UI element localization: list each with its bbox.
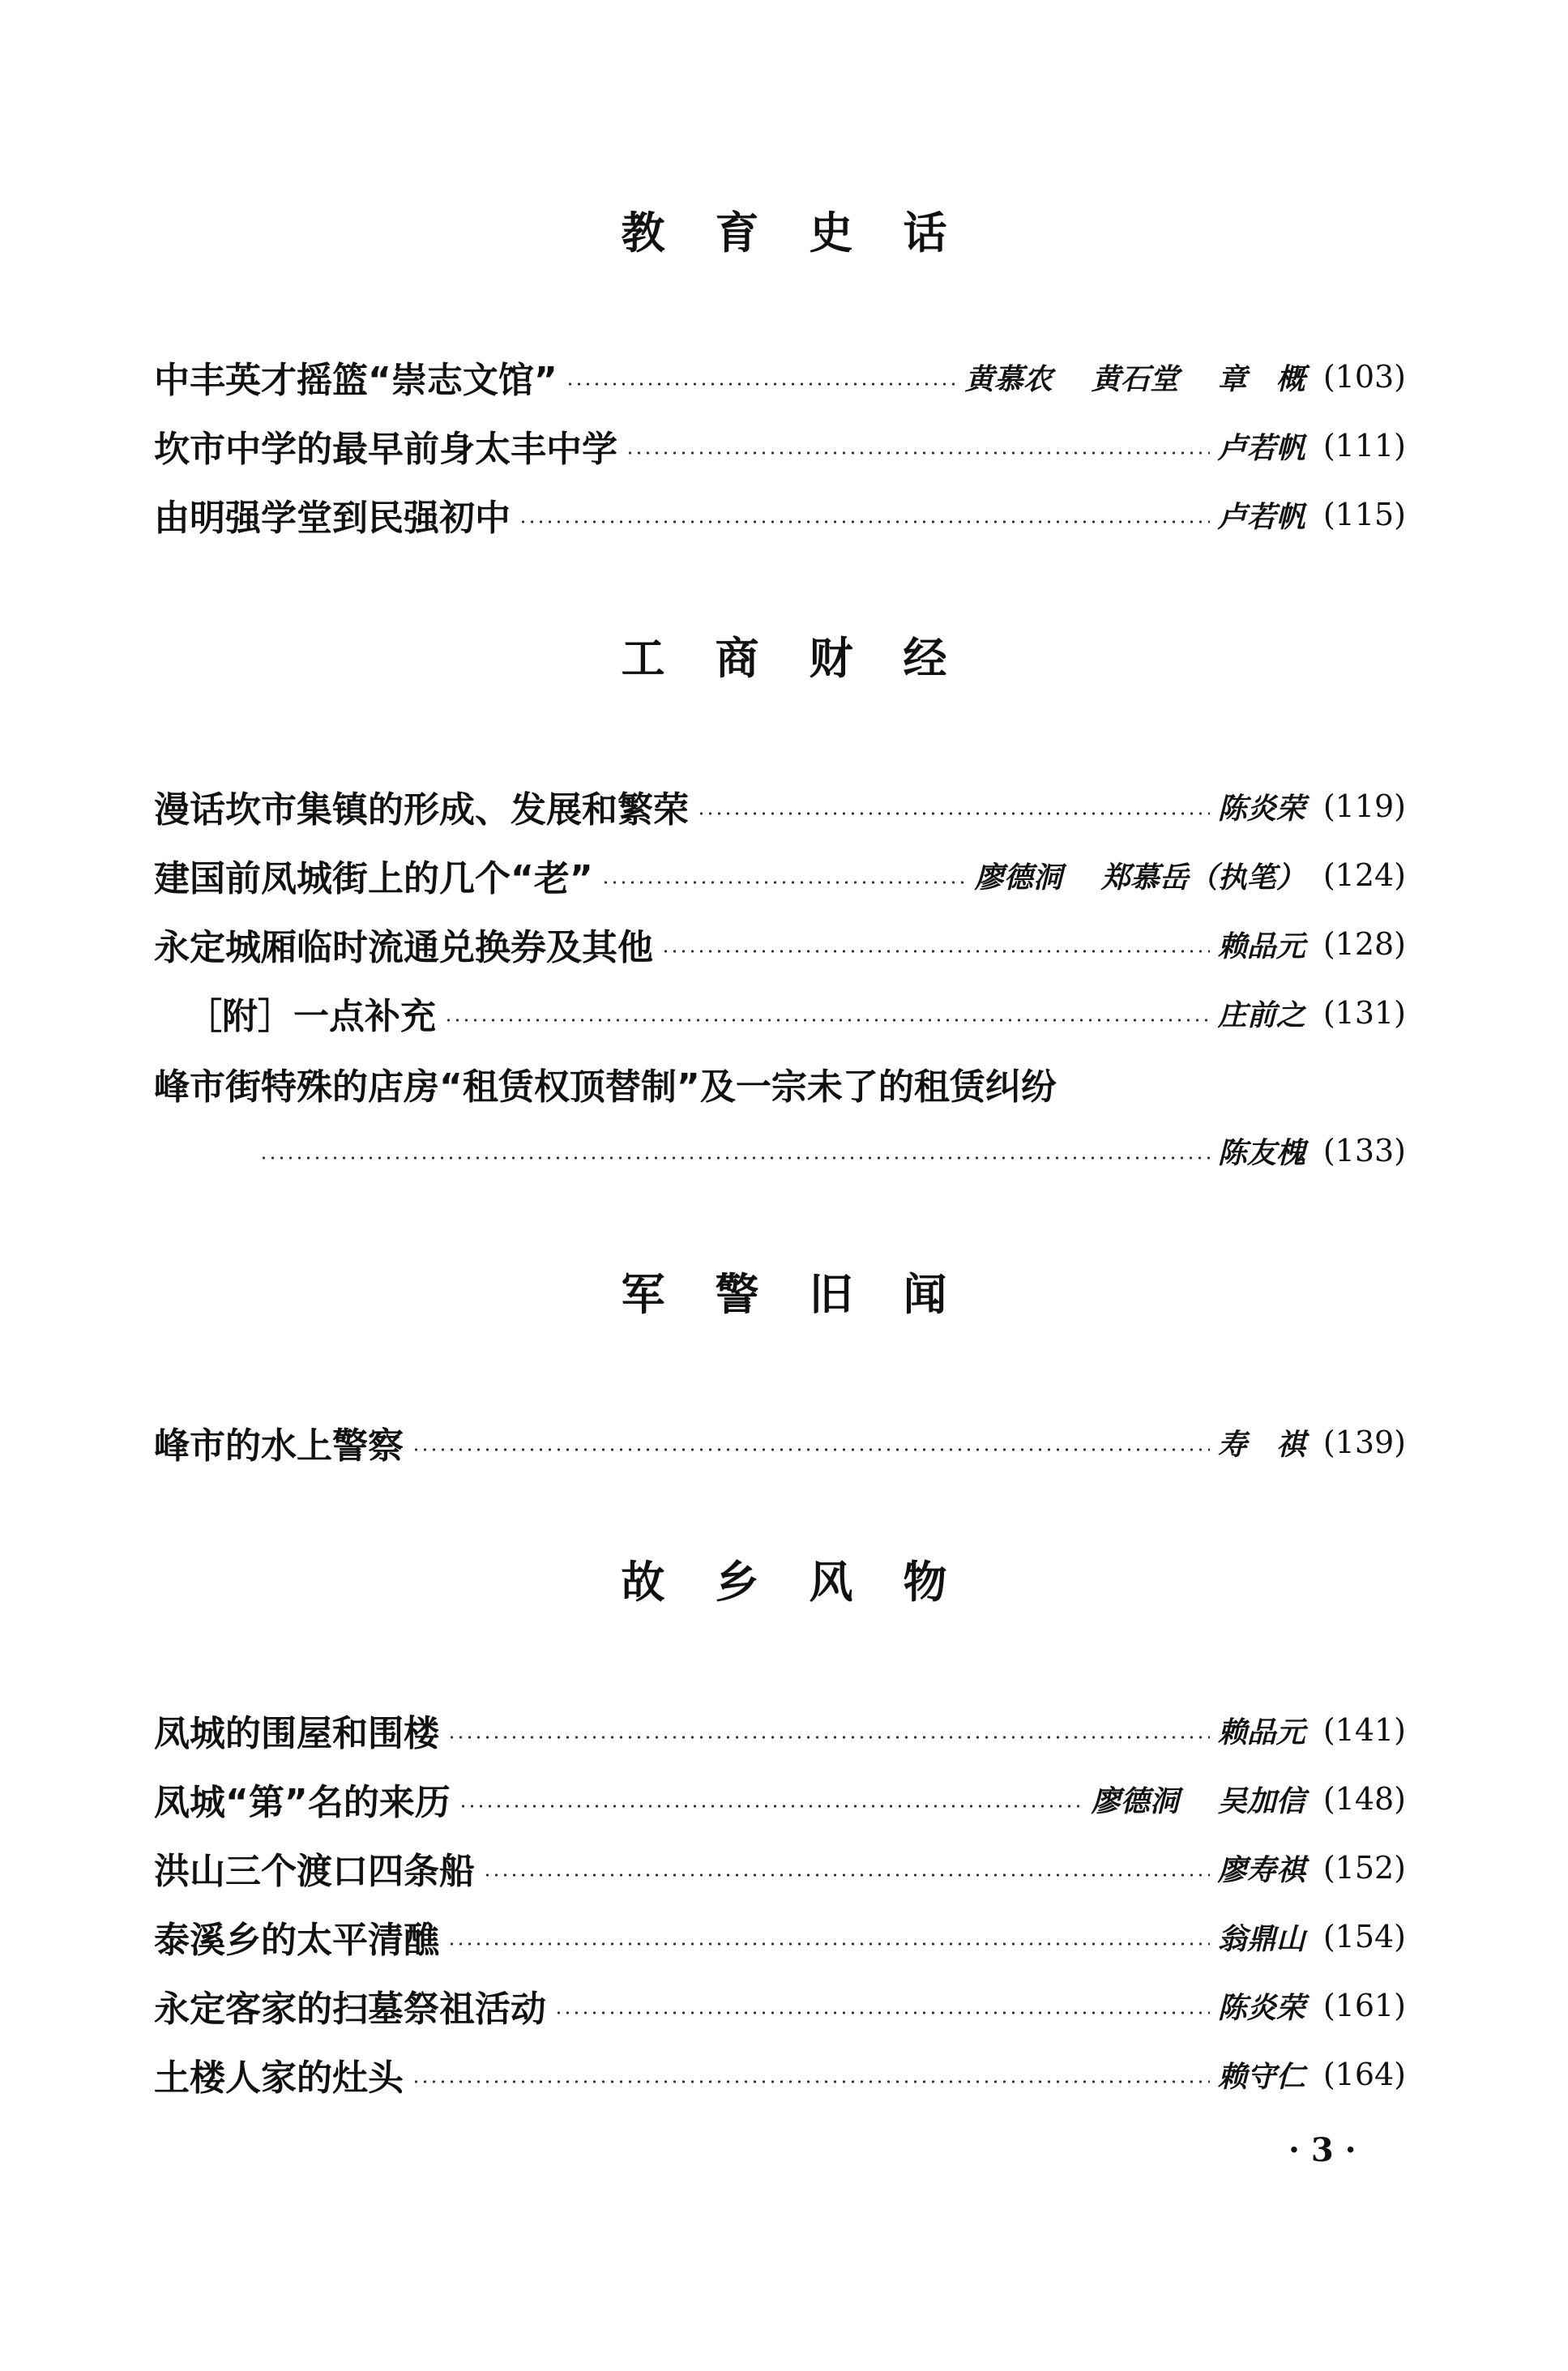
toc-entry[interactable]	[154, 847, 1406, 904]
toc-entry[interactable]	[154, 1977, 1406, 2034]
entry-authors: 庄前之	[1217, 998, 1305, 1032]
toc-entry[interactable]	[154, 1414, 1406, 1471]
entry-page: (103)	[1322, 359, 1406, 395]
leader-dots	[626, 451, 1210, 455]
leader-dots	[483, 1873, 1210, 1877]
entry-authors: 黄慕农 黄石堂 章 概	[964, 361, 1305, 396]
toc-entry[interactable]	[154, 348, 1406, 405]
entry-page: (152)	[1322, 1850, 1406, 1886]
toc-entry[interactable]	[154, 486, 1406, 543]
entry-page: (148)	[1322, 1781, 1406, 1817]
entry-page: (139)	[1322, 1425, 1406, 1460]
entry-page: (133)	[1322, 1133, 1406, 1168]
section-heading: 故 乡 风 物	[621, 1556, 947, 1608]
toc-entry[interactable]	[154, 916, 1406, 972]
entry-authors: 赖品元	[1217, 929, 1305, 963]
entry-authors: 陈炎荣	[1217, 791, 1305, 826]
entry-title: 凤城的围屋和围楼	[154, 1713, 439, 1754]
entry-title: 由明强学堂到民强初中	[154, 498, 511, 539]
leader-dots	[412, 2080, 1210, 2083]
entry-title: 漫话坎市集镇的形成、发展和繁荣	[154, 789, 689, 831]
section-heading: 教 育 史 话	[621, 207, 947, 258]
entry-page: (124)	[1322, 857, 1406, 893]
entry-authors: 卢若帆	[1217, 499, 1305, 534]
leader-dots	[554, 2011, 1210, 2014]
entry-authors: 廖德洞 吴加信	[1091, 1784, 1305, 1818]
entry-title: 峰市的水上警察	[154, 1425, 404, 1467]
toc-entry[interactable]	[259, 1122, 1406, 1179]
toc-entry[interactable]	[154, 778, 1406, 835]
toc-entry[interactable]	[154, 417, 1406, 474]
entry-authors: 寿 祺	[1217, 1427, 1305, 1462]
entry-authors: 赖品元	[1217, 1715, 1305, 1749]
entry-title: ［附］一点补充	[186, 996, 436, 1037]
entry-page: (154)	[1322, 1919, 1406, 1954]
entry-page: (161)	[1322, 1988, 1406, 2023]
leader-dots	[519, 520, 1210, 523]
entry-title-long[interactable]: 峰市街特殊的店房“租赁权顶替制”及一宗未了的租赁纠纷	[154, 1066, 1057, 1108]
leader-dots	[259, 1156, 1210, 1160]
entry-authors: 廖德洞 郑慕岳（执笔）	[974, 860, 1305, 895]
entry-page: (141)	[1322, 1712, 1406, 1748]
entry-title: 土楼人家的灶头	[154, 2057, 404, 2099]
toc-entry[interactable]	[154, 1702, 1406, 1758]
page-number: · 3 ·	[1288, 2131, 1357, 2169]
toc-entry[interactable]	[186, 985, 1406, 1041]
leader-dots	[444, 1019, 1210, 1022]
entry-authors: 陈友槐	[1217, 1135, 1305, 1170]
entry-title: 永定城厢临时流通兑换券及其他	[154, 927, 653, 968]
entry-title: 建国前凤城街上的几个“老”	[154, 858, 593, 899]
entry-page: (115)	[1322, 497, 1406, 532]
leader-dots	[447, 1736, 1210, 1739]
leader-dots	[447, 1942, 1210, 1946]
toc-entry[interactable]	[154, 1908, 1406, 1965]
leader-dots	[412, 1448, 1210, 1451]
entry-page: (128)	[1322, 926, 1406, 962]
section-heading: 军 警 旧 闻	[621, 1268, 947, 1320]
entry-title: 泰溪乡的太平清醮	[154, 1920, 439, 1961]
entry-title: 洪山三个渡口四条船	[154, 1851, 475, 1892]
entry-page: (111)	[1322, 428, 1406, 464]
leader-dots	[661, 950, 1210, 953]
entry-title: 永定客家的扫墓祭祖活动	[154, 1989, 546, 2030]
entry-authors: 赖守仁	[1217, 2059, 1305, 2094]
entry-page: (131)	[1322, 995, 1406, 1031]
entry-title: 中丰英才摇篮“崇志文馆”	[154, 360, 558, 401]
leader-dots	[697, 812, 1210, 815]
entry-authors: 卢若帆	[1217, 430, 1305, 465]
entry-title: 坎市中学的最早前身太丰中学	[154, 429, 617, 470]
entry-authors: 陈炎荣	[1217, 1990, 1305, 2025]
entry-page: (119)	[1322, 788, 1406, 824]
leader-dots	[459, 1805, 1083, 1808]
entry-authors: 翁鼎山	[1217, 1921, 1305, 1956]
toc-entry[interactable]	[154, 1771, 1406, 1827]
section-heading: 工 商 财 经	[621, 632, 947, 684]
entry-authors: 廖寿祺	[1217, 1852, 1305, 1887]
entry-title: 凤城“第”名的来历	[154, 1782, 451, 1823]
toc-entry[interactable]	[154, 2046, 1406, 2103]
leader-dots	[566, 382, 957, 386]
entry-page: (164)	[1322, 2057, 1406, 2092]
toc-entry[interactable]	[154, 1839, 1406, 1896]
leader-dots	[601, 881, 967, 884]
